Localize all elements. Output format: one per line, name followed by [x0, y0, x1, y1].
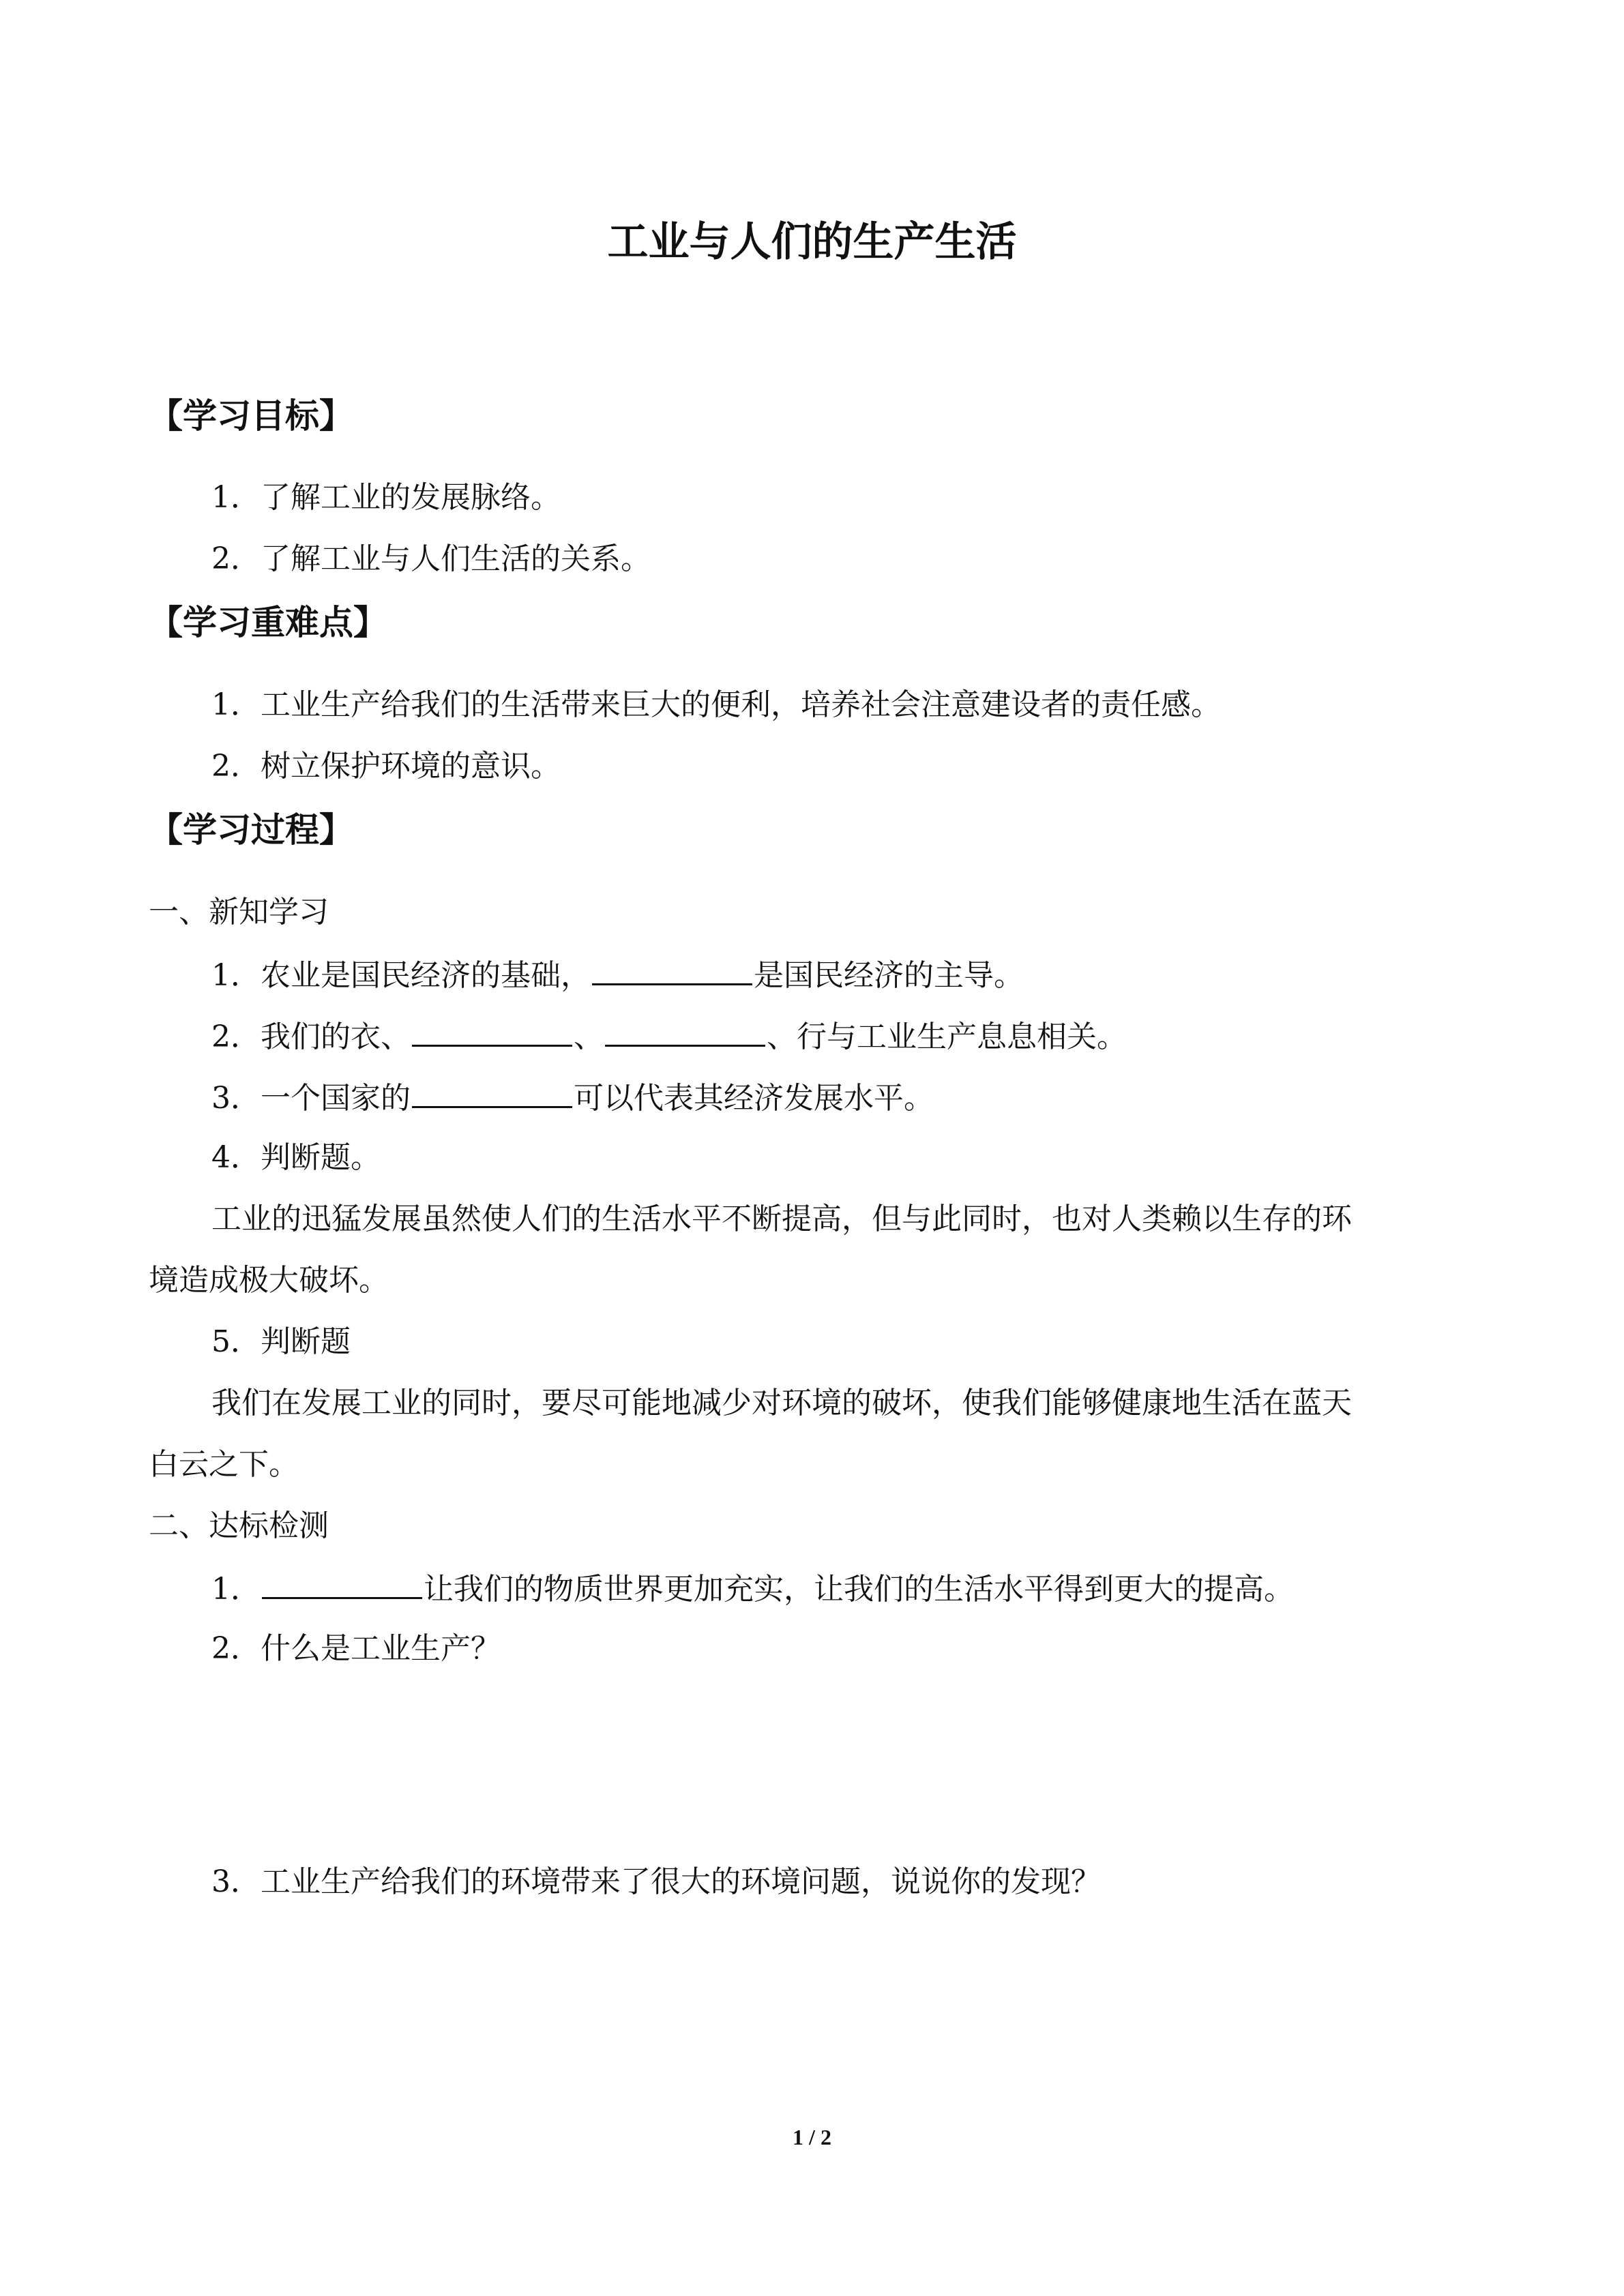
question-3: [211, 1076, 934, 1119]
key-point-item-1: 1．工业生产给我们的生活带来巨大的便利，培养社会注意建设者的责任感。: [211, 687, 1221, 722]
fill-blank[interactable]: [412, 1076, 572, 1108]
question-2-text-b: 、: [574, 1019, 604, 1054]
assessment-question-1: [211, 1567, 1294, 1610]
fill-blank[interactable]: [592, 953, 752, 985]
question-4-statement-line-2: 境造成极大破坏。: [149, 1263, 389, 1298]
question-4-label: 4．判断题。: [211, 1140, 381, 1175]
question-2-text-a: 2．我们的衣、: [211, 1019, 411, 1054]
fill-blank[interactable]: [262, 1567, 422, 1599]
assessment-question-2: 2．什么是工业生产？: [211, 1631, 501, 1666]
heading-key-points: 【学习重难点】: [149, 603, 387, 642]
page-number: 1 / 2: [793, 2125, 831, 2149]
question-1-text-b: 是国民经济的主导。: [754, 958, 1024, 993]
question-5-statement-line-2: 白云之下。: [149, 1447, 299, 1482]
assessment-question-3: 3．工业生产给我们的环境带来了很大的环境问题，说说你的发现？: [211, 1864, 1101, 1899]
assessment-question-1-text-a: 1．: [211, 1572, 261, 1607]
question-4-statement-line-1: 工业的迅猛发展虽然使人们的生活水平不断提高，但与此同时，也对人类赖以生存的环: [211, 1202, 1352, 1236]
part-label-new-knowledge: 一、新知学习: [149, 895, 329, 929]
question-1-text-a: 1．农业是国民经济的基础，: [211, 958, 591, 993]
fill-blank[interactable]: [412, 1015, 572, 1047]
assessment-question-1-text-b: 让我们的物质世界更加充实，让我们的生活水平得到更大的提高。: [424, 1572, 1294, 1607]
question-3-text-b: 可以代表其经济发展水平。: [574, 1081, 934, 1116]
question-2: [211, 1015, 1127, 1058]
question-3-text-a: 3．一个国家的: [211, 1081, 411, 1116]
key-point-item-2: 2．树立保护环境的意识。: [211, 749, 561, 784]
goal-item-1: 1．了解工业的发展脉络。: [211, 480, 561, 515]
page-title: 工业与人们的生产生活: [607, 218, 1017, 266]
heading-learning-goals: 【学习目标】: [149, 396, 353, 436]
fill-blank[interactable]: [605, 1015, 765, 1047]
question-5-label: 5．判断题: [211, 1324, 351, 1359]
goal-item-2: 2．了解工业与人们生活的关系。: [211, 541, 651, 576]
heading-learning-process: 【学习过程】: [149, 810, 353, 850]
part-label-assessment: 二、达标检测: [149, 1508, 329, 1543]
question-1: [211, 953, 1024, 996]
question-5-statement-line-1: 我们在发展工业的同时，要尽可能地减少对环境的破坏，使我们能够健康地生活在蓝天: [211, 1386, 1352, 1420]
question-2-text-c: 、行与工业生产息息相关。: [767, 1019, 1127, 1054]
